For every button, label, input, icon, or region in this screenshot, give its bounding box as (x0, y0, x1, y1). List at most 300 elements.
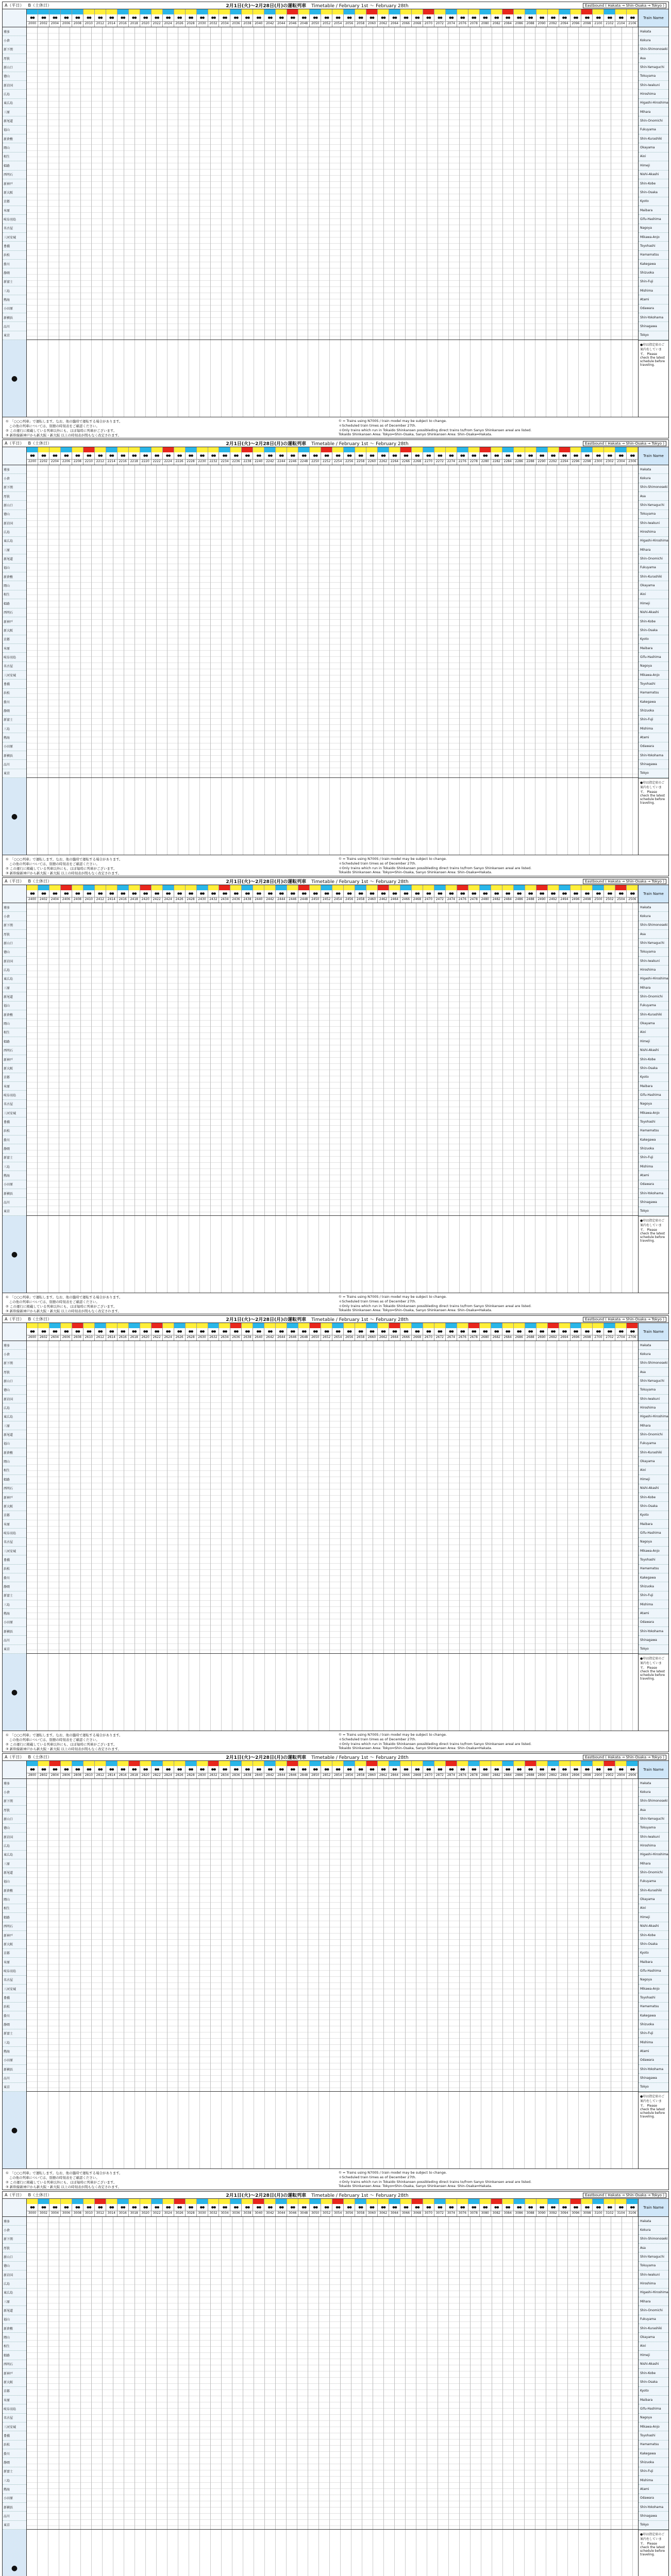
train-column-header (208, 1323, 220, 1341)
train-number: 2452 (321, 897, 332, 903)
car-dots: ●● (482, 1330, 488, 1333)
station-name: 新岩国 (3, 1395, 26, 1403)
train-number: 2486 (514, 897, 525, 903)
train-number: 2266 (400, 459, 411, 465)
nav-link[interactable]: B（土休日） (28, 441, 52, 446)
train-column-header (615, 1761, 627, 1778)
train-column-header (95, 9, 106, 27)
train-column-header (366, 9, 378, 27)
train-number: 2806 (61, 1773, 72, 1778)
train-column-header (366, 1761, 378, 1778)
train-type-band (186, 9, 196, 14)
station-name: 新神戸 (3, 2369, 26, 2378)
train-number: 3012 (95, 2211, 106, 2216)
station-name-en: Kyoto (639, 197, 668, 206)
train-number: 2274 (446, 459, 457, 465)
car-dots: ●● (618, 2206, 624, 2209)
train-type-band (61, 1761, 72, 1766)
train-number: 2800 (27, 1773, 38, 1778)
train-column-header (264, 885, 276, 903)
station-name-en: Toyohashi (639, 680, 668, 688)
station-name: 広島 (3, 965, 26, 974)
train-column-header (593, 9, 604, 27)
station-name-en: Tokyo (639, 2521, 668, 2530)
station-name-en: Shin-Fuji (639, 1591, 668, 1600)
page-header (3, 440, 668, 447)
car-dots: ●● (494, 16, 499, 20)
train-column-header (480, 2199, 491, 2216)
train-number: 3014 (106, 2211, 117, 2216)
footer-line: ② この運行に掲載している列車以外にも、ほぼ毎時に列車がございます。 (6, 429, 117, 433)
train-number: 3042 (264, 2211, 275, 2216)
train-column-header (615, 885, 627, 903)
train-type-band (423, 885, 434, 890)
trains-area (27, 2199, 638, 2576)
train-type-band (298, 1761, 309, 1766)
train-type-band (61, 2199, 72, 2204)
train-type-band (95, 9, 106, 14)
train-number: 3080 (480, 2211, 491, 2216)
car-dots: ●● (596, 2206, 601, 2209)
train-column-header (571, 2199, 582, 2216)
train-column-header (514, 885, 525, 903)
station-name-en: Shin-Yamaguchi (639, 501, 668, 510)
train-type-band (197, 885, 208, 890)
station-name-en: Fukuyama (639, 2315, 668, 2324)
station-name: 品川 (3, 2074, 26, 2082)
train-number: 2008 (72, 21, 83, 27)
station-name-en: Odawara (639, 304, 668, 313)
train-number: 2242 (264, 459, 275, 465)
notes-mark: ● (3, 2530, 26, 2576)
train-type-band (242, 1323, 253, 1328)
train-column-header (174, 1323, 186, 1341)
train-column-header (491, 2199, 502, 2216)
station-name: 徳山 (3, 1386, 26, 1395)
train-number: 2812 (95, 1773, 106, 1778)
car-dots: ●● (550, 2206, 556, 2209)
train-number: 2862 (378, 1773, 389, 1778)
train-type-band (559, 9, 570, 14)
car-dots: ●● (233, 2206, 239, 2209)
train-type-band (197, 2199, 208, 2204)
station-name: 新大阪 (3, 1502, 26, 1511)
station-name: 相生 (3, 152, 26, 161)
train-column-header (491, 447, 502, 465)
station-name-en: Shin-Onomichi (639, 116, 668, 125)
station-name-en: Shin-Iwakuni (639, 957, 668, 965)
station-name: 新倉敷 (3, 1886, 26, 1895)
train-column-header (423, 1761, 434, 1778)
train-column-header (197, 1761, 208, 1778)
train-type-band (581, 1761, 592, 1766)
station-name: 豊橋 (3, 680, 26, 688)
nav-link[interactable]: A（平日） (5, 3, 24, 8)
footer-notes-jp (3, 855, 336, 876)
train-number: 2650 (310, 1335, 321, 1341)
train-number: 2704 (615, 1335, 626, 1341)
title-jp: 2月1日(火)～2月28日(月)の運転列車 (226, 1755, 307, 1760)
train-number: 3094 (559, 2211, 570, 2216)
station-name-en: Asa (639, 1806, 668, 1815)
station-name: 西明石 (3, 1922, 26, 1931)
train-type-band (627, 2199, 638, 2204)
page-header (3, 2192, 668, 2199)
station-name: 品川 (3, 760, 26, 769)
train-type-band (491, 447, 502, 452)
train-type-band (615, 1761, 626, 1766)
train-number: 2480 (480, 897, 491, 903)
train-type-band (208, 885, 219, 890)
train-type-band (298, 2199, 309, 2204)
car-dots: ●● (41, 2206, 46, 2209)
nav-link[interactable]: B（土休日） (28, 1755, 52, 1759)
train-column-header (514, 2199, 525, 2216)
car-dots: ●● (392, 454, 397, 457)
train-number: 3098 (581, 2211, 592, 2216)
car-dots: ●● (222, 454, 227, 457)
train-number: 3086 (514, 2211, 525, 2216)
train-type-band (536, 9, 547, 14)
train-type-band (253, 9, 264, 14)
car-dots: ●● (301, 1330, 306, 1333)
train-column-header (140, 885, 152, 903)
car-dots: ●● (199, 1330, 205, 1333)
station-name: 豊橋 (3, 1993, 26, 2002)
train-type-band (332, 885, 343, 890)
train-number: 2464 (389, 897, 400, 903)
train-column-header (106, 9, 118, 27)
train-column-header (593, 1761, 604, 1778)
train-number: 2448 (298, 897, 309, 903)
train-column-header (230, 1323, 242, 1341)
station-column-en (638, 447, 668, 855)
station-name: 熱海 (3, 1609, 26, 1618)
station-name-en: Himeji (639, 599, 668, 608)
station-name: 京都 (3, 2387, 26, 2396)
reservation-note: ●印は指定席のご案内をしています。 Please check the latest schedule before traveling. (639, 2092, 668, 2169)
train-type-band (129, 1761, 140, 1766)
station-name-en: Mikawa-Anjo (639, 233, 668, 242)
station-name: 新下関 (3, 2235, 26, 2244)
train-type-band (186, 447, 196, 452)
footer-line: ＊Scheduled train times as of December 27th. (339, 1737, 416, 1741)
train-number: 2652 (321, 1335, 332, 1341)
train-number: 2284 (502, 459, 513, 465)
train-column-header (593, 1323, 604, 1341)
car-dots: ●● (573, 454, 578, 457)
train-type-band (571, 1761, 581, 1766)
car-dots: ●● (233, 892, 239, 895)
car-dots: ●● (233, 1768, 239, 1771)
car-dots: ●● (618, 454, 624, 457)
train-column-header (287, 885, 298, 903)
train-number: 2440 (253, 897, 264, 903)
station-name: 三河安城 (3, 2422, 26, 2431)
car-dots: ●● (505, 16, 510, 20)
nav-link[interactable]: A（平日） (5, 1755, 24, 1759)
train-name-head: Train Name (639, 9, 668, 27)
train-number: 2466 (400, 897, 411, 903)
train-number: 2414 (106, 897, 117, 903)
car-dots: ●● (630, 1768, 635, 1771)
nav-links (5, 2192, 52, 2198)
train-column-header (242, 1323, 253, 1341)
car-dots: ●● (438, 454, 442, 457)
train-number: 2884 (502, 1773, 513, 1778)
train-type-band (140, 447, 151, 452)
train-type-band (400, 1323, 411, 1328)
footer-line: Tokaido Shinkansen Area: Tokyo⇔Shin-Osaka, Sanyo Shinkansen Area: Shin-Osaka⇔Hakata. (339, 1308, 492, 1312)
timetable-grid (3, 2199, 668, 2576)
direction-box (583, 1317, 666, 1322)
train-number: 2822 (152, 1773, 162, 1778)
station-name-en: Shin-Iwakuni (639, 1395, 668, 1403)
car-dots: ●● (64, 1768, 69, 1771)
car-dots: ●● (516, 16, 522, 20)
station-name-en: Shin-Yamaguchi (639, 1815, 668, 1823)
train-type-band (219, 885, 230, 890)
train-number: 3020 (140, 2211, 151, 2216)
station-name-en: Mishima (639, 724, 668, 733)
train-column-header (72, 885, 83, 903)
car-dots: ●● (290, 454, 295, 457)
station-name-en: Nagoya (639, 1976, 668, 1985)
car-dots: ●● (267, 892, 273, 895)
train-number: 2422 (152, 897, 162, 903)
train-type-band (344, 885, 355, 890)
train-type-band (457, 447, 468, 452)
train-column-header (140, 1323, 152, 1341)
car-dots: ●● (336, 1768, 340, 1771)
train-column-header (627, 447, 638, 465)
train-type-band (571, 885, 581, 890)
car-dots: ●● (165, 454, 171, 457)
train-type-band (197, 9, 208, 14)
station-name-en: Hiroshima (639, 2279, 668, 2288)
train-column-header (412, 1761, 423, 1778)
station-name: 掛川 (3, 2449, 26, 2458)
station-name-en: Kyoto (639, 635, 668, 644)
train-number: 3084 (502, 2211, 513, 2216)
train-number: 3050 (310, 2211, 321, 2216)
station-name-en: Aioi (639, 2342, 668, 2351)
station-name: 新尾道 (3, 2306, 26, 2315)
train-column-header (49, 2199, 61, 2216)
station-name-en: Atami (639, 295, 668, 304)
train-column-header (197, 1323, 208, 1341)
station-name-en: Shin-Yamaguchi (639, 63, 668, 72)
train-column-header (355, 9, 366, 27)
train-number: 2430 (197, 897, 208, 903)
train-number: 2872 (434, 1773, 445, 1778)
nav-link[interactable]: A（平日） (5, 1317, 24, 1321)
train-type-band (366, 885, 377, 890)
station-name: 浜松 (3, 689, 26, 698)
train-number: 2040 (253, 21, 264, 27)
train-type-band (310, 885, 321, 890)
train-column-header (219, 2199, 230, 2216)
footer-line: ① 「○○○列車」で運転します。なお、他の臨時で運転する場合があります。 (6, 419, 123, 423)
train-type-band (378, 885, 389, 890)
train-column-header (604, 447, 615, 465)
train-number: 2848 (298, 1773, 309, 1778)
train-column-header (140, 1761, 152, 1778)
train-number: 2662 (378, 1335, 389, 1341)
train-number: 2270 (423, 459, 434, 465)
car-dots: ●● (324, 1330, 329, 1333)
train-type-band (400, 2199, 411, 2204)
train-type-band (152, 447, 162, 452)
car-dots: ●● (550, 892, 556, 895)
train-column-header (525, 1761, 536, 1778)
station-name-en: Kokura (639, 912, 668, 921)
train-column-header (242, 2199, 253, 2216)
train-type-band (502, 447, 513, 452)
car-dots: ●● (120, 16, 125, 20)
train-column-header (72, 1323, 83, 1341)
station-name-en: Tokuyama (639, 1386, 668, 1395)
train-type-band (332, 447, 343, 452)
car-dots: ●● (177, 454, 182, 457)
station-name: 静岡 (3, 2020, 26, 2029)
station-name-en: Toyohashi (639, 2431, 668, 2440)
station-name: 三原 (3, 1859, 26, 1868)
train-column-header (559, 9, 571, 27)
notes-mark: ● (3, 340, 26, 417)
train-number: 2488 (525, 897, 536, 903)
station-name: 米原 (3, 1082, 26, 1091)
train-column-header (389, 1323, 400, 1341)
train-number: 2688 (525, 1335, 536, 1341)
train-column-header (49, 885, 61, 903)
title-jp: 2月1日(火)～2月28日(月)の運転列車 (226, 879, 307, 885)
train-column-header (219, 1761, 230, 1778)
train-column-header (287, 1323, 298, 1341)
car-dots: ●● (381, 1330, 385, 1333)
car-dots: ●● (279, 454, 284, 457)
train-number: 2612 (95, 1335, 106, 1341)
train-type-band (604, 447, 615, 452)
train-type-band (49, 9, 60, 14)
timetable-grid (3, 885, 668, 1293)
station-name-en: Shin-Fuji (639, 278, 668, 286)
station-name-en: Shin-Kurashiki (639, 2324, 668, 2333)
station-name-en: Hiroshima (639, 965, 668, 974)
train-number: 2638 (242, 1335, 253, 1341)
train-column-header (446, 1761, 457, 1778)
train-number: 2804 (49, 1773, 60, 1778)
station-name: 掛川 (3, 698, 26, 706)
station-name: 米原 (3, 644, 26, 653)
footer-line: ② この運行に掲載している列車以外にも、ほぼ毎時に列車がございます。 (6, 2180, 117, 2184)
station-name-en: Maibara (639, 644, 668, 653)
train-type-band (581, 1323, 592, 1328)
nav-link[interactable]: A（平日） (5, 441, 24, 446)
reservation-note: ●印は指定席のご案内をしています。 Please check the latest schedule before traveling. (639, 340, 668, 417)
train-column-header (491, 9, 502, 27)
nav-link[interactable]: A（平日） (5, 879, 24, 884)
train-column-header (253, 447, 264, 465)
train-column-header (400, 9, 412, 27)
train-type-band (514, 447, 525, 452)
station-name: 姫路 (3, 1037, 26, 1046)
station-name-en: Tokyo (639, 1207, 668, 1216)
car-dots: ●● (472, 1330, 476, 1333)
train-column-header (559, 1761, 571, 1778)
train-column-header (276, 1761, 287, 1778)
train-column-header (83, 1323, 95, 1341)
train-type-band (321, 447, 332, 452)
train-column-header (83, 9, 95, 27)
nav-link[interactable]: B（土休日） (28, 879, 52, 884)
train-column-header (61, 447, 72, 465)
train-number: 3026 (174, 2211, 185, 2216)
train-number: 3072 (434, 2211, 445, 2216)
nav-link[interactable]: A（平日） (5, 2193, 24, 2197)
train-number: 2096 (571, 21, 581, 27)
station-name: 新横浜 (3, 1627, 26, 1636)
train-number: 2478 (468, 897, 479, 903)
train-number: 2866 (400, 1773, 411, 1778)
train-type-band (366, 1761, 377, 1766)
car-dots: ●● (245, 1330, 250, 1333)
station-name: 新岩国 (3, 519, 26, 528)
train-column-header (38, 9, 49, 27)
train-column-header (83, 885, 95, 903)
train-column-header (38, 2199, 49, 2216)
car-dots: ●● (539, 1330, 544, 1333)
train-type-band (571, 1323, 581, 1328)
train-column-header (72, 447, 83, 465)
train-number: 2660 (366, 1335, 377, 1341)
train-number: 3032 (208, 2211, 219, 2216)
footer-line: この他の列車については、別冊の時刻表をご確認ください。 (6, 424, 99, 428)
footer-line: ＊Scheduled train times as of December 27th. (339, 1299, 416, 1303)
train-column-header (434, 1323, 446, 1341)
nav-link[interactable]: B（土休日） (28, 1317, 52, 1321)
train-column-header (253, 9, 264, 27)
train-column-header (287, 9, 298, 27)
train-number: 3066 (400, 2211, 411, 2216)
train-notes (27, 340, 638, 417)
car-dots: ●● (290, 16, 295, 20)
car-dots: ●● (245, 892, 250, 895)
train-number: 2104 (615, 21, 626, 27)
train-number: 3044 (276, 2211, 287, 2216)
car-dots: ●● (505, 454, 510, 457)
nav-link[interactable]: B（土休日） (28, 2193, 52, 2197)
train-column-header (400, 447, 412, 465)
station-name-en: Tokuyama (639, 948, 668, 957)
car-dots: ●● (607, 2206, 612, 2209)
train-number: 3046 (287, 2211, 298, 2216)
train-number: 2250 (310, 459, 321, 465)
train-type-band (253, 1761, 264, 1766)
car-dots: ●● (256, 454, 261, 457)
car-dots: ●● (222, 2206, 227, 2209)
station-name: 岡山 (3, 1895, 26, 1904)
train-column-header (276, 885, 287, 903)
train-type-band (480, 447, 491, 452)
station-name: 広島 (3, 1841, 26, 1850)
train-number: 2606 (61, 1335, 72, 1341)
station-name: 新倉敷 (3, 134, 26, 143)
nav-link[interactable]: B（土休日） (28, 3, 52, 8)
car-dots: ●● (177, 16, 182, 20)
train-type-band (423, 1761, 434, 1766)
train-type-band (174, 9, 185, 14)
